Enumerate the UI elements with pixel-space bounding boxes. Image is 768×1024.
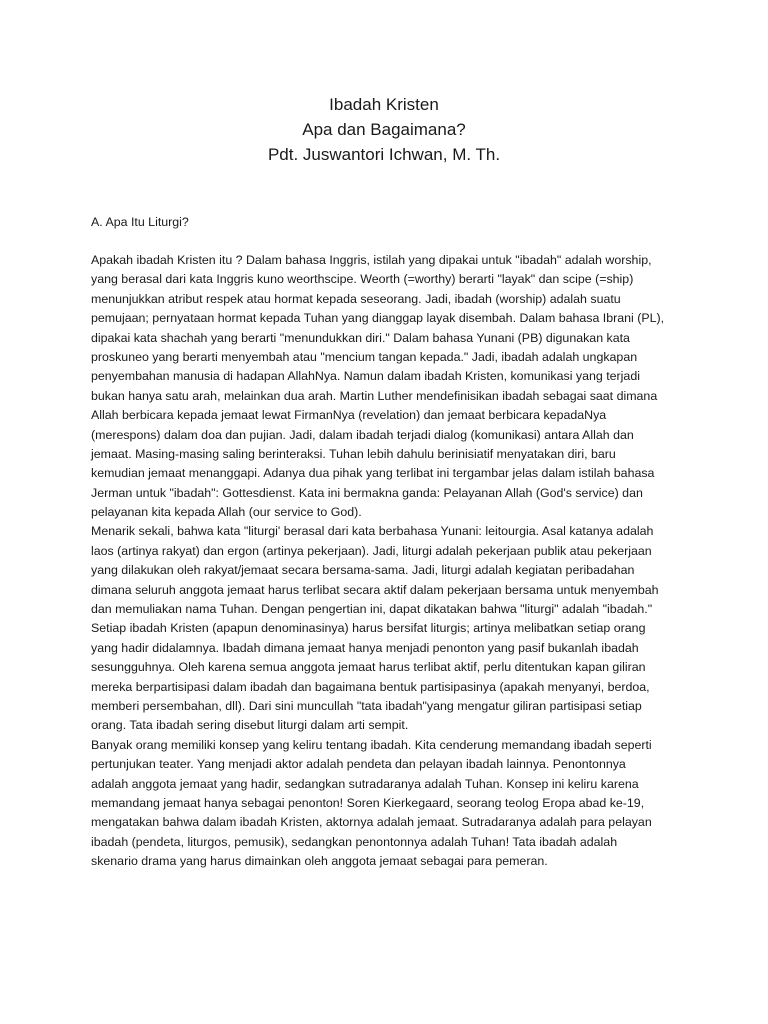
body-text-line: pelayanan kita kepada Allah (our service to God). — [91, 505, 362, 520]
body-text-line: yang hadir didalamnya. Ibadah dimana jemaat hanya menjadi penonton yang pasif bukanlah ibadah — [91, 640, 639, 655]
body-text-line: yang dilakukan oleh rakyat/jemaat secara bersama-sama. Jadi, liturgi adalah kegiatan peribadahan — [91, 563, 635, 578]
body-text-line: skenario drama yang harus dimainkan oleh anggota jemaat sebagai para pemeran. — [91, 854, 548, 869]
body-text-line: adalah anggota jemaat yang hadir, sedangkan sutradaranya adalah Tuhan. Konsep ini keliru karena — [91, 776, 639, 791]
body-text-line: mereka berpartisipasi dalam ibadah dan bagaimana bentuk partisipasinya (apakah menyanyi, berdoa, — [91, 679, 650, 694]
document-title — [0, 92, 768, 167]
body-text-line: dan memuliakan nama Tuhan. Dengan pengertian ini, dapat dikatakan bahwa "liturgi" adalah "ibadah." — [91, 602, 653, 617]
body-text-line: laos (artinya rakyat) dan ergon (artinya pekerjaan). Jadi, liturgi adalah pekerjaan publik atau pekerjaan — [91, 543, 652, 558]
body-text-line: sesungguhnya. Oleh karena semua anggota jemaat harus terlibat aktif, perlu ditentukan kapan giliran — [91, 660, 646, 675]
body-text-line: Setiap ibadah Kristen (apapun denominasinya) harus bersifat liturgis; artinya melibatkan setiap orang — [91, 621, 646, 636]
section-heading: A. Apa Itu Liturgi? — [91, 215, 189, 229]
body-text-line: memberi persembahan, dll). Dari sini muncullah "tata ibadah"yang mengatur giliran partisipasi setiap — [91, 698, 642, 713]
body-text-line: kemudian jemaat menanggapi. Adanya dua pihak yang terlibat ini tergambar jelas dalam istilah bahasa — [91, 466, 655, 481]
body-text-line: (merespons) dalam doa dan pujian. Jadi, dalam ibadah terjadi dialog (komunikasi) antara Allah dan — [91, 427, 634, 442]
body-text-line: pertunjukan teater. Yang menjadi aktor adalah pendeta dan pelayan ibadah lainnya. Penontonnya — [91, 757, 626, 772]
body-text-line: bukan hanya satu arah, melainkan dua arah. Martin Luther mendefinisikan ibadah sebagai saat dimana — [91, 388, 658, 403]
body-text-line: memandang jemaat hanya sebagai penonton! Soren Kierkegaard, seorang teolog Eropa abad ke-19, — [91, 795, 645, 810]
body-text-line: Menarik sekali, bahwa kata "liturgi' berasal dari kata berbahasa Yunani: leitourgia. Asal katanya adalah — [91, 524, 654, 539]
body-text-line: dimana seluruh anggota jemaat harus terlibat secara aktif dalam pekerjaan bersama untuk menyembah — [91, 582, 659, 597]
body-text-line: jemaat. Masing-masing saling berinteraksi. Tuhan lebih dahulu berinisiatif menyatakan diri, baru — [91, 446, 616, 461]
body-text-line: proskuneo yang berarti menyembah atau "mencium tangan kepada." Jadi, ibadah adalah ungkapan — [91, 349, 638, 364]
body-text-line: Allah berbicara kepada jemaat lewat FirmanNya (revelation) dan jemaat berbicara kepadaNya — [91, 408, 607, 423]
body-text-line: mengatakan bahwa dalam ibadah Kristen, aktornya adalah jemaat. Sutradaranya adalah para pelayan — [91, 815, 652, 830]
body-text-line: orang. Tata ibadah sering disebut liturgi dalam arti sempit. — [91, 718, 409, 733]
subtitle-line: Apa dan Bagaimana? — [302, 120, 466, 139]
body-text-line: yang berasal dari kata Inggris kuno weorthscipe. Weorth (=worthy) berarti "layak" dan scipe (=ship) — [91, 272, 634, 287]
title-line: Ibadah Kristen — [329, 95, 439, 114]
body-text-line: dipakai kata shachah yang berarti "menundukkan diri." Dalam bahasa Yunani (PB) digunakan kata — [91, 330, 630, 345]
body-text-line: menunjukkan atribut respek atau hormat kepada seseorang. Jadi, ibadah (worship) adalah suatu — [91, 291, 621, 306]
body-text-line: penyembahan manusia di hadapan AllahNya. Namun dalam ibadah Kristen, komunikasi yang terjadi — [91, 369, 640, 384]
body-text-line: Banyak orang memiliki konsep yang keliru tentang ibadah. Kita cenderung memandang ibadah seperti — [91, 737, 652, 752]
body-text-line: ibadah (pendeta, liturgos, pemusik), sedangkan penontonnya adalah Tuhan! Tata ibadah adalah — [91, 834, 618, 849]
body-text-line: pemujaan; pernyataan hormat kepada Tuhan yang dianggap layak disembah. Dalam bahasa Ibrani (PL), — [91, 311, 665, 326]
body-text-line: Jerman untuk "ibadah": Gottesdienst. Kata ini bermakna ganda: Pelayanan Allah (God's service) dan — [91, 485, 643, 500]
body-text — [91, 251, 691, 872]
body-text-line: Apakah ibadah Kristen itu ? Dalam bahasa Inggris, istilah yang dipakai untuk "ibadah" adalah worship, — [91, 253, 652, 267]
author-line: Pdt. Juswantori Ichwan, M. Th. — [267, 145, 501, 164]
